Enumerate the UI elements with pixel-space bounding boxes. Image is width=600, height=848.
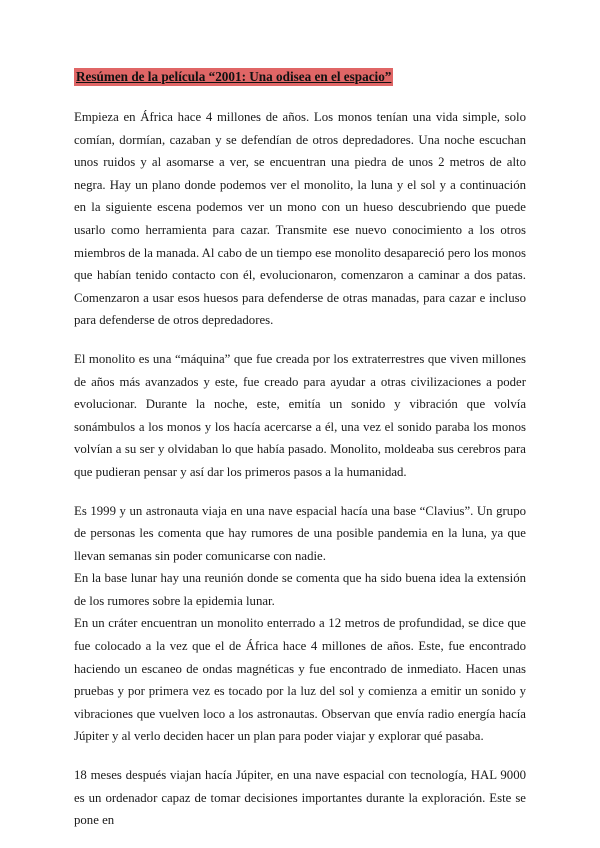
paragraph-2 (74, 348, 526, 484)
document-title: Resúmen de la película “2001: Una odisea en el espacio” (76, 69, 392, 84)
paragraph-text: Es 1999 y un astronauta viaja en una nave espacial hacía una base “Clavius”. Un grupo de personas les comenta que hay rumores de una posible pandemia en la luna, ya que llevan semanas sin poder comunicarse con nadie. (74, 503, 526, 563)
paragraph-text: 18 meses después viajan hacía Júpiter, en una nave espacial con tecnología, HAL 9000 es un ordenador capaz de tomar decisiones importantes durante la exploración. Este se pone en (74, 768, 526, 828)
paragraph-text: El monolito es una “máquina” que fue creada por los extraterrestres que viven millones de años más avanzados y este, fue creado para ayudar a otras civilizaciones a poder evolucionar. Durante la noche, este, emitía un sonido y vibración que volvía sonámbulos a los monos y los hacía acercarse a él, una vez el sonido paraba los monos volvían a su ser y olvidaban lo que había pasado. Monolito, moldeaba sus cerebros para que pudieran pensar y así dar los primeros pasos a la humanidad. (74, 351, 526, 479)
paragraph-text: Empieza en África hace 4 millones de años. Los monos tenían una vida simple, solo comían, dormían, cazaban y se defendían de otros depredadores. Una noche escuchan unos ruidos y al asomarse a ver, se encuentran una piedra de unos 2 metros de alto negra. Hay un plano donde podemos ver el monolito, la luna y el sol y a continuación en la siguiente escena podemos ver un mono con un hueso descubriendo que puede usarlo como herramienta para cazar. Transmite ese nuevo conocimiento a los otros miembros de la manada. Al cabo de un tiempo ese monolito desapareció pero los monos que habían tenido contacto con él, evolucionaron, comenzaron a caminar a dos patas. Comenzaron a usar esos huesos para defenderse de otras manadas, para cazar e incluso para defenderse de otros depredadores. (74, 110, 526, 328)
paragraph-text: En un cráter encuentran un monolito enterrado a 12 metros de profundidad, se dice que fue colocado a la vez que el de África hace 4 millones de años. Este, fue encontrado haciendo un escaneo de ondas magnéticas y fue encontrado de inmediato. Hacen unas pruebas y por primera vez es tocado por la luz del sol y comienza a emitir un sonido y vibraciones que vuelven loco a los astronautas. Observan que envía radio energía hacía Júpiter y al verlo deciden hacer un plan para poder viajar y explorar qué pasaba. (74, 616, 526, 744)
paragraph-4 (74, 764, 526, 832)
paragraph-3 (74, 500, 526, 749)
paragraph-1 (74, 106, 526, 332)
paragraph-text: En la base lunar hay una reunión donde se comenta que ha sido buena idea la extensión de los rumores sobre la epidemia lunar. (74, 571, 526, 608)
